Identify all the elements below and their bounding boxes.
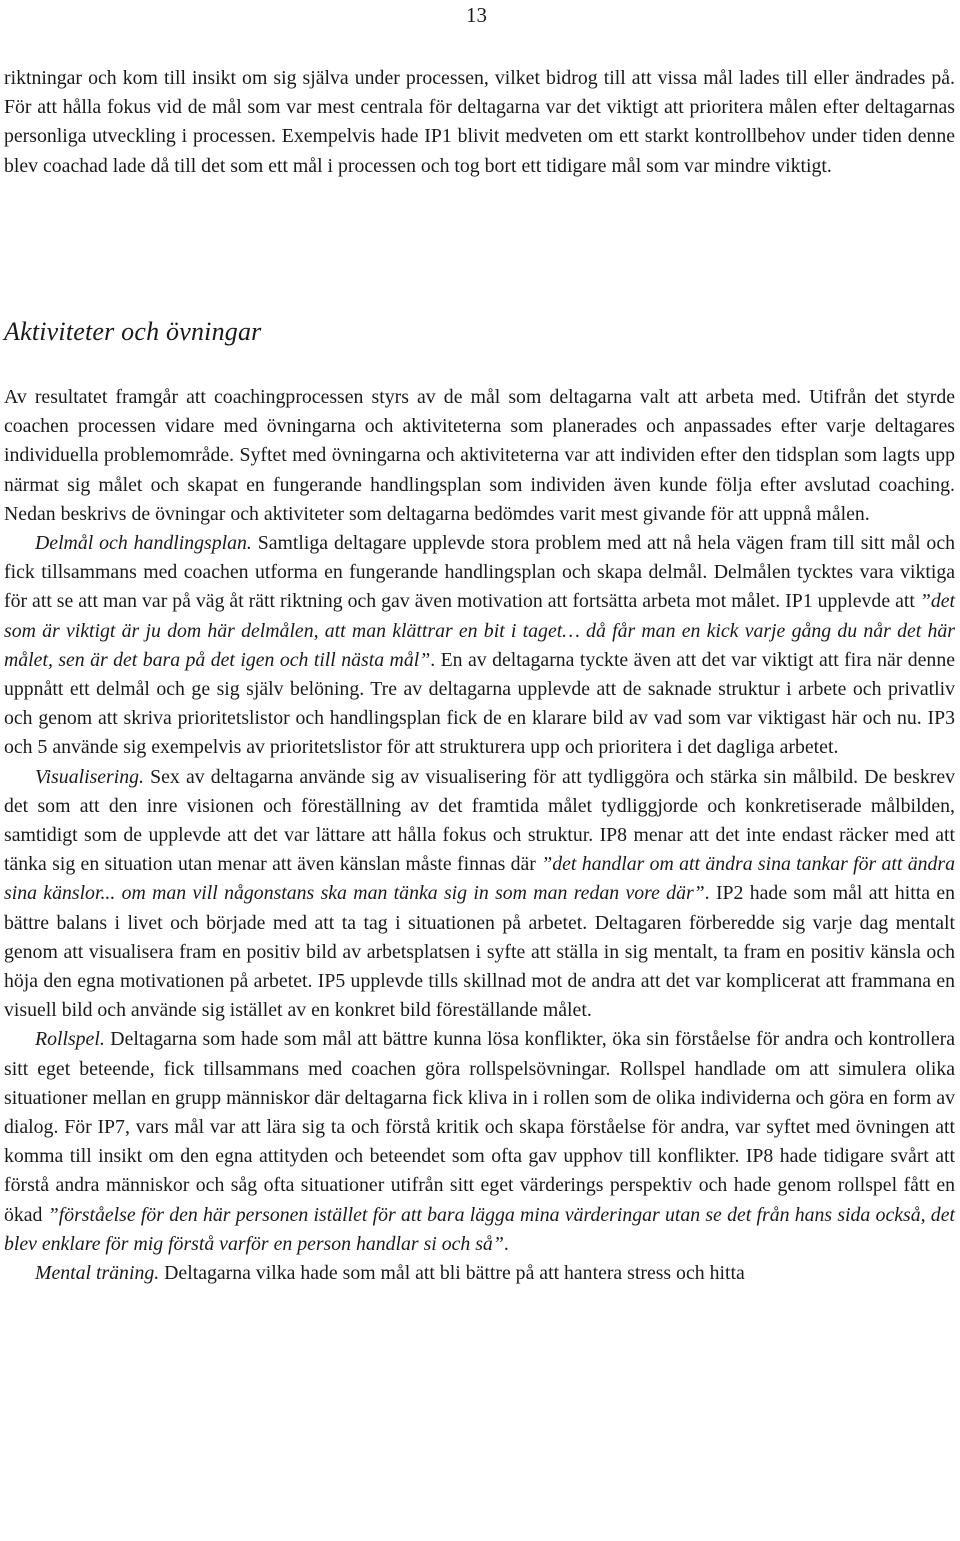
delmal-paragraph xyxy=(4,529,955,763)
page-number: 13 xyxy=(466,3,487,27)
intro-paragraph-block xyxy=(4,64,955,181)
visualisering-paragraph xyxy=(4,763,955,1026)
rollspel-text-1: Deltagarna som hade som mål att bättre kunna lösa konflikter, öka sin förståelse för andra och kontrollera sitt eget beteende, fick tillsammans med coachen göra rollspelsövningar. Rollspel handlade om att simulera olika situationer mellan en grupp människor där deltagarna fick kliva in i rollen som de olika individerna och göra en form av dialog. För IP7, vars mål var att lära sig ta och förstå kritik och skapa förståelse för andra, var syftet med övningen att komma till insikt om den egna attityden och beteendet som ofta gav upphov till konflikter. IP8 hade tidigare svårt att förstå andra människor och såg ofta situationer utifrån sitt eget värderings perspektiv och hade genom rollspel fått en ökad xyxy=(4,1028,955,1226)
mental-text-1: Deltagarna vilka hade som mål att bli bättre på att hantera stress och hitta xyxy=(159,1262,745,1285)
intro-paragraph: riktningar och kom till insikt om sig själva under processen, vilket bidrog till att vissa mål lades till eller ändrades på. För att hålla fokus vid de mål som var mest centrala för deltagarna var det viktigt att prioritera målen efter deltagarnas personliga utveckling i processen. Exempelvis hade IP1 blivit medveten om ett starkt kontrollbehov under tiden denne blev coachad lade då till det som ett mål i processen och tog bort ett tidigare mål som var mindre viktigt. xyxy=(4,67,955,177)
visualisering-quote: ”det handlar om att ändra sina tankar för att ändra sina känslor... om man vill någonstans ska man tänka sig in som man redan vore där” xyxy=(4,853,955,905)
rollspel-quote: ”förståelse för den här personen istället för att bara lägga mina värderingar utan se det från hans sida också, det blev enklare för mig förstå varför en person handlar si och så” xyxy=(4,1203,955,1255)
mental-label: Mental träning. xyxy=(35,1262,160,1285)
delmal-text-2: . En av deltagarna tyckte även att det var viktigt att fira när denne uppnått ett delmål och ge sig själv belöning. Tre av deltagarna upplevde att de saknade struktur i arbete och privatliv och genom att skriva prioritetslistor och handlingsplan fick de en klarare bild av vad som var viktigast här och nu. IP3 och 5 använde sig exempelvis av prioritetslistor för att strukturera upp och prioritera i det dagliga arbetet. xyxy=(4,648,955,759)
mental-paragraph xyxy=(4,1259,955,1288)
visualisering-text-1: Sex av deltagarna använde sig av visualisering för att tydliggöra och stärka sin målbild. De beskrev det som att den inre visionen och föreställning av det framtida målet tydliggjorde och konkretiserade målbilden, samtidigt som de upplevde att det var lättare att hålla fokus och struktur. IP8 menar att det inte endast räcker med att tänka sig en situation utan menar att även känslan måste finnas där xyxy=(4,765,955,876)
delmal-label: Delmål och handlingsplan. xyxy=(35,532,252,555)
section-body xyxy=(4,383,955,1288)
delmal-text-1: Samtliga deltagare upplevde stora problem med att nå hela vägen fram till sitt mål och fick tillsammans med coachen utforma en fungerande handlingsplan och skapa delmål. Delmålen tycktes vara viktiga för att se att man var på väg åt rätt riktning och gav även motivation att fortsätta arbeta mot målet. IP1 upplevde att xyxy=(4,532,955,613)
visualisering-text-2: . IP2 hade som mål att hitta en bättre balans i livet och började med att ta tag i situationen på arbetet. Deltagaren förberedde sig varje dag mentalt genom att visualisera fram en positiv bild av arbetsplatsen i syfte att ställa in sig mentalt, ta fram en positiv känsla och höja den egna motivationen på arbetet. IP5 upplevde tills skillnad mot de andra att det var komplicerat att frammana en visuell bild och använde sig istället av en konkret bild föreställande målet. xyxy=(4,882,955,1022)
rollspel-paragraph xyxy=(4,1025,955,1259)
visualisering-label: Visualisering. xyxy=(35,765,144,788)
rollspel-label: Rollspel. xyxy=(35,1028,105,1051)
rollspel-text-2: . xyxy=(503,1232,509,1255)
section-intro-paragraph: Av resultatet framgår att coachingprocessen styrs av de mål som deltagarna valt att arbeta med. Utifrån det styrde coachen processen vidare med övningarna och aktiviteterna som planerades och anpassades efter varje deltagares individuella problemområde. Syftet med övningarna och aktiviteterna var att individen efter den tidsplan som lagts upp närmat sig målet och skapat en fungerande handlingsplan som individen även kunde följa efter avslutad coaching. Nedan beskrivs de övningar och aktiviteter som deltagarna bedömdes varit mest givande för att uppnå målen. xyxy=(4,386,955,525)
delmal-quote: ”det som är viktigt är ju dom här delmålen, att man klättrar en bit i taget… då får man en kick varje gång du når det här målet, sen är det bara på det igen och till nästa mål” xyxy=(4,590,955,671)
section-heading: Aktiviteter och övningar xyxy=(4,317,262,346)
